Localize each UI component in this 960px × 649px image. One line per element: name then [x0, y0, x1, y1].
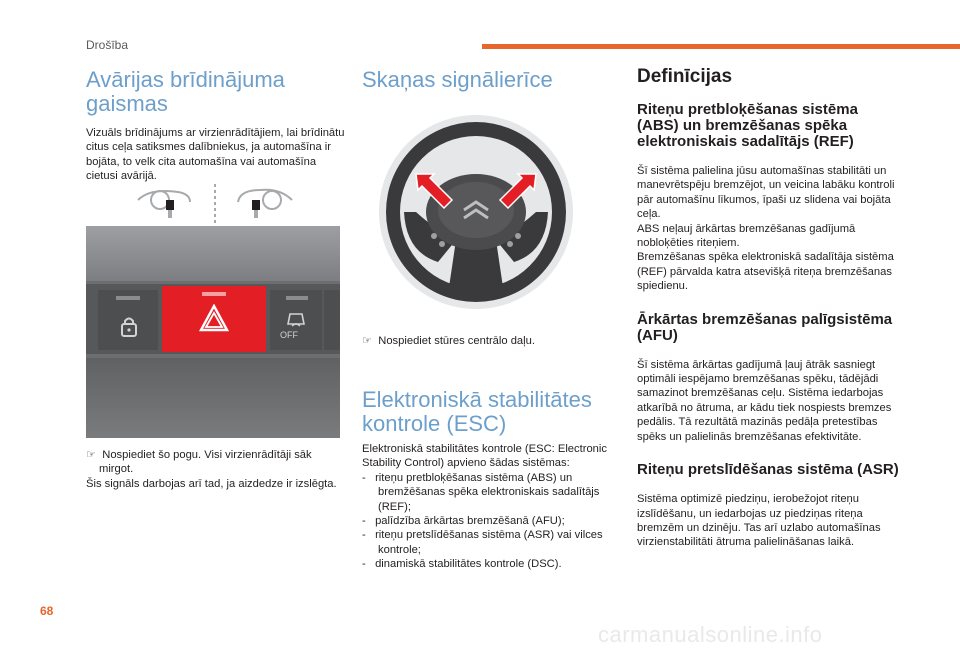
abs-paragraph: Bremzēšanas spēka elektroniskā sadalītāja sistēma (REF) pārvalda katra atsevišķā riteņa bremzēšanas spiedienu.: [637, 251, 894, 293]
section-label: Drošība: [86, 38, 129, 52]
dash-lower-trim: [86, 358, 340, 438]
column-hazard: [86, 68, 348, 184]
hazard-triangle-icon: [199, 304, 229, 332]
lock-icon: [120, 316, 138, 338]
pointer-icon: ☞: [86, 449, 103, 461]
asr-paragraph: Sistēma optimizē piedziņu, ierobežojot riteņu izslīdēšanu, un iedarbojas uz piedziņas riteņa bremzēm un dzinēju. Tas arī uzlabo automašīnas virzienstabilitāti ātruma palielināšanas laikā.: [637, 493, 881, 549]
horn-instruction: ☞ Nospiediet stūres centrālo daļu.: [362, 335, 535, 347]
afu-paragraph: Šī sistēma ārkārtas gadījumā ļauj ātrāk sasniegt optimāli iespējamo bremzēšanas spēku, tādējādi samazinot bremzēšanas ceļu. Sistēma iedarbojas atkarībā no ātruma, ar kādu tiek nospiests bremzes pedālis. Tā rezultātā mazinās pedāļa pretestības spēks un palielinās bremzēšanas efektivitāte.: [637, 358, 892, 443]
hazard-instruction: ☞ Nospiediet šo pogu. Visi virzienrādītāji sāk mirgot.: [86, 449, 312, 476]
esc-car-icon: [286, 310, 306, 328]
header-accent-bar: [482, 44, 960, 49]
asr-title: Riteņu pretslīdēšanas sistēma (ASR): [637, 461, 899, 479]
esc-title: Elektroniskā stabilitātes kontrole (ESC): [362, 387, 592, 436]
afu-title: Ārkārtas bremzēšanas palīgsistēma (AFU): [637, 310, 893, 344]
watermark: carmanualsonline.info: [598, 622, 823, 647]
horn-title: Skaņas signālierīce: [362, 67, 553, 92]
esc-off-button: [270, 290, 322, 350]
hazard-title: Avārijas brīdinājuma gaismas: [86, 67, 285, 116]
esc-off-label: OFF: [280, 330, 298, 340]
esc-section: [362, 388, 612, 572]
pointer-icon: ☞: [362, 335, 379, 347]
steering-wheel-illustration: [376, 112, 576, 312]
door-lock-button: [98, 290, 158, 350]
definitions-title: Definīcijas: [637, 66, 733, 87]
abs-paragraph: ABS neļauj ārkārtas bremzēšanas gadījumā nobloķēties riteņiem.: [637, 222, 856, 250]
column-definitions: [637, 66, 899, 550]
page-number: 68: [40, 604, 54, 618]
hazard-button-photo: [86, 226, 340, 438]
hazard-warning-icon: [130, 184, 300, 224]
hazard-note: Šis signāls darbojas arī tad, ja aizdedze ir izslēgta.: [86, 477, 337, 490]
esc-list-item: - riteņu pretslīdēšanas sistēma (ASR) vai vilces kontrole;: [362, 529, 603, 556]
esc-intro: Elektroniskā stabilitātes kontrole (ESC: Electronic Stability Control) apvieno šādas sistēmas:: [362, 443, 607, 470]
abs-title: Riteņu pretbloķēšanas sistēma (ABS) un bremzēšanas spēka elektroniskais sadalītājs (REF): [637, 101, 858, 150]
esc-list-item: - dinamiskā stabilitātes kontrole (DSC).: [362, 558, 562, 571]
esc-list-item: - riteņu pretbloķēšanas sistēma (ABS) un bremžēšanas spēka elektroniskais sadalītājs (REF);: [362, 471, 600, 513]
esc-list-item: - palīdzība ārkārtas bremzēšanā (AFU);: [362, 515, 565, 528]
esc-list: [362, 471, 612, 572]
hazard-instructions: [86, 448, 348, 491]
hazard-button: [162, 286, 266, 352]
hazard-intro: Vizuāls brīdinājums ar virzienrādītājiem, lai brīdinātu citus ceļa satiksmes dalībniekus, ja automašīna ir bojāta, to velk cita automašīna vai automašīna cietusi avārijā.: [86, 127, 345, 183]
abs-paragraph: Šī sistēma palielina jūsu automašīnas stabilitāti un manevrētspēju bremzējot, un veicina labāku kontroli pār automašīnu līkumos, īpaši uz slidena vai bojāta ceļa.: [637, 165, 895, 221]
dash-top-trim: [86, 226, 340, 281]
